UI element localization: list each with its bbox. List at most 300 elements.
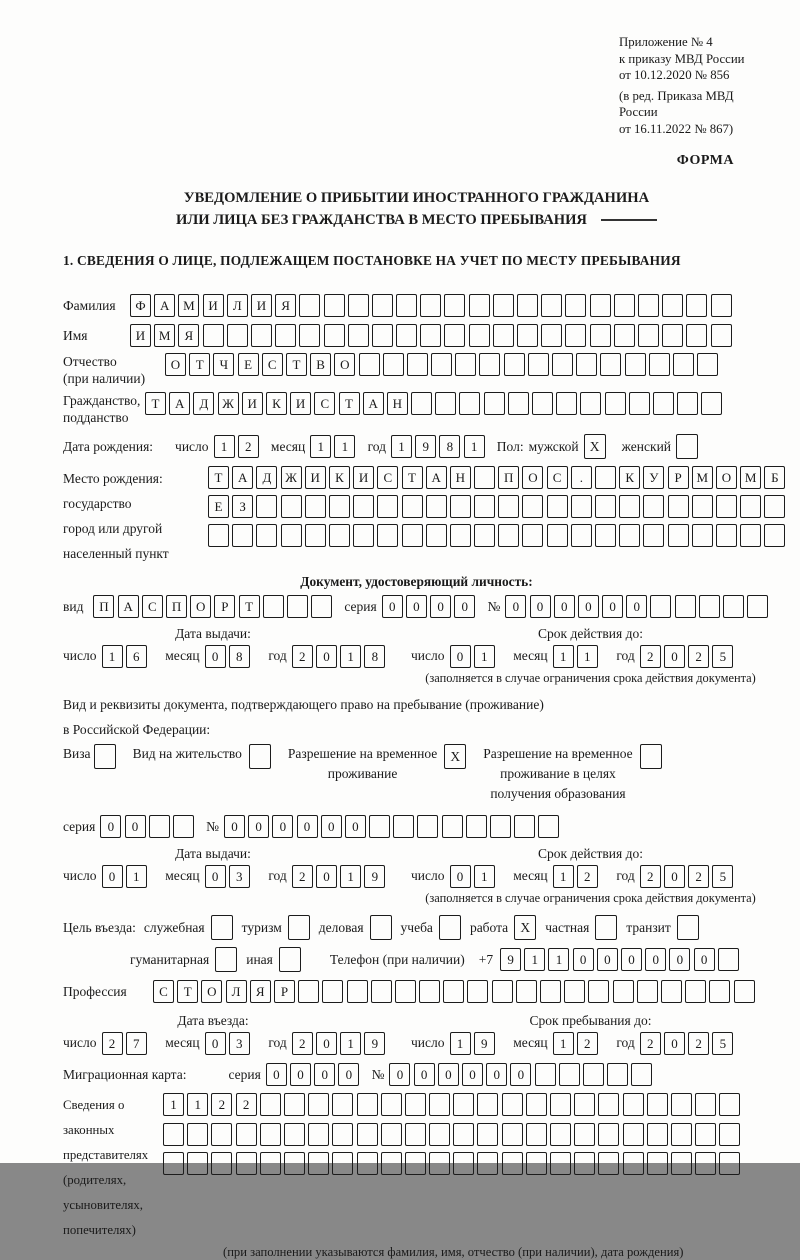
char-cell xyxy=(420,294,441,317)
char-cell: 2 xyxy=(577,1032,598,1055)
char-cell xyxy=(686,294,707,317)
char-cell: 2 xyxy=(640,645,661,668)
char-cell: Б xyxy=(764,466,785,489)
char-cell: 0 xyxy=(205,1032,226,1055)
char-cell xyxy=(649,353,670,376)
year-label: год xyxy=(268,867,287,883)
char-cell: Д xyxy=(193,392,214,415)
permit-checkbox xyxy=(94,744,116,769)
char-cell xyxy=(260,1123,281,1146)
char-cell: 1 xyxy=(553,1032,574,1055)
char-cell xyxy=(686,324,707,347)
char-cell: 8 xyxy=(439,435,460,458)
char-cell: 0 xyxy=(530,595,551,618)
char-cell: 8 xyxy=(229,645,250,668)
char-cell: 0 xyxy=(454,595,475,618)
permit-checkbox xyxy=(640,744,662,769)
char-cell xyxy=(308,1123,329,1146)
resid-doc-dates xyxy=(63,845,770,906)
char-cell xyxy=(574,1093,595,1116)
char-cell xyxy=(643,524,664,547)
char-cell xyxy=(647,1123,668,1146)
day-label: число xyxy=(175,438,209,454)
purpose-label: Цель въезда: xyxy=(63,919,136,935)
option-label: транзит xyxy=(626,919,671,935)
birthplace-row xyxy=(63,466,779,566)
char-cell xyxy=(498,495,519,518)
char-cell xyxy=(590,294,611,317)
char-cell xyxy=(455,353,476,376)
char-cell xyxy=(324,324,345,347)
option-гуманитарная xyxy=(130,947,237,972)
char-cell xyxy=(211,1152,232,1175)
char-cell xyxy=(685,980,706,1003)
char-cell xyxy=(637,980,658,1003)
char-cell: И xyxy=(305,466,326,489)
char-cell xyxy=(490,815,511,838)
purpose-options-row1 xyxy=(144,915,708,940)
char-cell xyxy=(625,353,646,376)
char-cell xyxy=(514,815,535,838)
char-cell xyxy=(522,495,543,518)
char-cell xyxy=(673,353,694,376)
char-cell xyxy=(650,595,671,618)
char-cell: 3 xyxy=(229,865,250,888)
day-label: число xyxy=(411,867,445,883)
char-cell: Т xyxy=(339,392,360,415)
char-cell xyxy=(369,815,390,838)
char-cell: 2 xyxy=(238,435,259,458)
char-cell xyxy=(469,294,490,317)
char-cell xyxy=(450,524,471,547)
month-label: месяц xyxy=(513,867,548,883)
char-cell xyxy=(734,980,755,1003)
char-cell xyxy=(477,1123,498,1146)
char-cell: 0 xyxy=(248,815,269,838)
char-cell: Т xyxy=(239,595,260,618)
char-cell: И xyxy=(130,324,151,347)
patronymic-row xyxy=(63,353,770,387)
char-cell xyxy=(149,815,170,838)
char-cell xyxy=(426,495,447,518)
resid-issue-day-cells xyxy=(102,868,150,883)
sex-label: Пол: xyxy=(496,438,524,454)
char-cell: 1 xyxy=(102,645,123,668)
char-cell xyxy=(405,1152,426,1175)
char-cell: . xyxy=(571,466,592,489)
name-cells xyxy=(130,324,735,347)
valid-note: (заполняется в случае ограничения срока действия документа) xyxy=(425,891,756,905)
char-cell xyxy=(493,324,514,347)
char-cell: 1 xyxy=(577,645,598,668)
id-valid-year-cells xyxy=(640,648,737,663)
char-cell xyxy=(614,324,635,347)
char-cell xyxy=(547,524,568,547)
issue-date-heading: Дата выдачи: xyxy=(175,846,251,861)
resid-doc-line2: в Российской Федерации: xyxy=(63,722,211,737)
citizenship-cells xyxy=(145,392,726,415)
char-cell xyxy=(764,524,785,547)
char-cell xyxy=(538,815,559,838)
char-cell: П xyxy=(93,595,114,618)
char-cell xyxy=(453,1093,474,1116)
char-cell: С xyxy=(153,980,174,1003)
option-учеба xyxy=(401,915,461,940)
char-cell xyxy=(357,1123,378,1146)
char-cell: 1 xyxy=(553,865,574,888)
char-cell: 1 xyxy=(187,1093,208,1116)
profession-cells xyxy=(153,980,758,1003)
char-cell: 2 xyxy=(211,1093,232,1116)
char-cell xyxy=(764,495,785,518)
option-checkbox xyxy=(370,915,392,940)
char-cell xyxy=(372,294,393,317)
char-cell: 0 xyxy=(316,1032,337,1055)
label-line: (родителях, xyxy=(63,1173,127,1187)
char-cell xyxy=(701,392,722,415)
char-cell xyxy=(613,980,634,1003)
char-cell xyxy=(227,324,248,347)
citizenship-row xyxy=(63,392,770,426)
char-cell: 1 xyxy=(524,948,545,971)
char-cell: И xyxy=(242,392,263,415)
char-cell xyxy=(528,353,549,376)
option-checkbox xyxy=(439,915,461,940)
char-cell xyxy=(668,524,689,547)
stay-until-block xyxy=(411,1012,770,1055)
char-cell xyxy=(281,524,302,547)
edition-line: от 16.11.2022 № 867) xyxy=(619,121,734,136)
series-label: серия xyxy=(344,598,377,614)
char-cell: 0 xyxy=(406,595,427,618)
resid-valid-year-cells xyxy=(640,868,737,883)
profession-row xyxy=(63,979,770,1004)
char-cell: 9 xyxy=(364,1032,385,1055)
char-cell xyxy=(595,495,616,518)
char-cell xyxy=(203,324,224,347)
char-cell: 0 xyxy=(316,865,337,888)
char-cell xyxy=(607,1063,628,1086)
char-cell xyxy=(695,1152,716,1175)
permit-options xyxy=(63,744,770,804)
char-cell: М xyxy=(154,324,175,347)
char-cell xyxy=(719,1123,740,1146)
char-cell xyxy=(574,1123,595,1146)
char-cell xyxy=(619,495,640,518)
year-label: год xyxy=(616,647,635,663)
char-cell: 0 xyxy=(694,948,715,971)
char-cell: Я xyxy=(250,980,271,1003)
char-cell xyxy=(281,495,302,518)
birth-month-cells xyxy=(310,435,358,458)
char-cell: Д xyxy=(256,466,277,489)
char-cell: М xyxy=(740,466,761,489)
char-cell xyxy=(308,1152,329,1175)
kind-label: вид xyxy=(63,598,84,614)
char-cell: Е xyxy=(238,353,259,376)
option-туризм xyxy=(242,915,310,940)
char-cell xyxy=(653,392,674,415)
char-cell: А xyxy=(118,595,139,618)
char-cell xyxy=(692,495,713,518)
id-issue-month-cells xyxy=(205,648,253,663)
char-cell xyxy=(595,524,616,547)
char-cell xyxy=(522,524,543,547)
char-cell xyxy=(411,392,432,415)
option-деловая xyxy=(319,915,392,940)
permit-label: Разрешение на временное проживание в целях получения образования xyxy=(483,746,633,801)
char-cell: 0 xyxy=(621,948,642,971)
patronymic-note: (при наличии) xyxy=(63,371,146,386)
char-cell xyxy=(719,1152,740,1175)
char-cell: 0 xyxy=(645,948,666,971)
char-cell: 0 xyxy=(414,1063,435,1086)
char-cell: С xyxy=(314,392,335,415)
char-cell: 0 xyxy=(266,1063,287,1086)
char-cell xyxy=(552,353,573,376)
resid-doc-line1: Вид и реквизиты документа, подтверждающего право на пребывание (проживание) xyxy=(63,697,544,712)
char-cell xyxy=(526,1152,547,1175)
char-cell xyxy=(516,980,537,1003)
resid-valid-day-cells xyxy=(450,868,498,883)
char-cell xyxy=(405,1123,426,1146)
id-doc-heading: Документ, удостоверяющий личность: xyxy=(300,574,533,589)
birthplace-cells-row3 xyxy=(208,524,789,547)
char-cell: Т xyxy=(189,353,210,376)
char-cell xyxy=(429,1123,450,1146)
char-cell xyxy=(692,524,713,547)
male-checkbox: X xyxy=(584,434,606,459)
patronymic-label xyxy=(63,353,165,387)
char-cell xyxy=(580,392,601,415)
char-cell xyxy=(699,595,720,618)
title-underline xyxy=(601,219,657,221)
option-checkbox xyxy=(279,947,301,972)
entry-month-cells xyxy=(205,1035,253,1050)
stay-month-cells xyxy=(553,1035,601,1050)
char-cell: Ж xyxy=(218,392,239,415)
birthplace-label xyxy=(63,466,208,566)
char-cell: 0 xyxy=(450,865,471,888)
migration-number-cells xyxy=(389,1063,655,1086)
char-cell: 0 xyxy=(224,815,245,838)
char-cell xyxy=(402,524,423,547)
phone-prefix: +7 xyxy=(478,951,494,967)
month-label: месяц xyxy=(165,867,200,883)
char-cell: 1 xyxy=(214,435,235,458)
char-cell: 6 xyxy=(126,645,147,668)
char-cell: Я xyxy=(178,324,199,347)
form-title xyxy=(63,187,770,231)
char-cell: М xyxy=(178,294,199,317)
char-cell xyxy=(395,980,416,1003)
char-cell xyxy=(550,1152,571,1175)
char-cell: 1 xyxy=(391,435,412,458)
char-cell xyxy=(631,1063,652,1086)
char-cell xyxy=(619,524,640,547)
char-cell xyxy=(284,1093,305,1116)
profession-label: Профессия xyxy=(63,984,127,999)
permit-checkbox: X xyxy=(444,744,466,769)
char-cell xyxy=(623,1093,644,1116)
series-label: серия xyxy=(63,818,96,834)
migration-card-label: Миграционная карта: xyxy=(63,1066,187,1082)
char-cell: С xyxy=(547,466,568,489)
purpose-options-row2 xyxy=(130,947,310,972)
char-cell: 1 xyxy=(474,865,495,888)
char-cell xyxy=(517,324,538,347)
char-cell xyxy=(393,815,414,838)
appendix-line: от 10.12.2020 № 856 xyxy=(619,68,730,82)
stay-day-cells xyxy=(450,1035,498,1050)
char-cell xyxy=(540,980,561,1003)
char-cell xyxy=(716,524,737,547)
option-label: туризм xyxy=(241,919,282,935)
char-cell: К xyxy=(619,466,640,489)
option-checkbox xyxy=(288,915,310,940)
char-cell: Н xyxy=(387,392,408,415)
char-cell xyxy=(305,495,326,518)
char-cell: 1 xyxy=(450,1032,471,1055)
char-cell xyxy=(236,1123,257,1146)
char-cell xyxy=(716,495,737,518)
char-cell: 1 xyxy=(340,645,361,668)
number-label: № xyxy=(206,818,219,834)
resid-doc-valid-block xyxy=(411,845,770,906)
char-cell: 0 xyxy=(338,1063,359,1086)
purpose-row2 xyxy=(130,947,770,972)
char-cell: 0 xyxy=(100,815,121,838)
char-cell xyxy=(371,980,392,1003)
birthplace-cells-row1 xyxy=(208,466,789,489)
form-label: ФОРМА xyxy=(676,153,734,168)
char-cell: У xyxy=(643,466,664,489)
char-cell: 9 xyxy=(415,435,436,458)
option-checkbox xyxy=(211,915,233,940)
char-cell: 1 xyxy=(474,645,495,668)
char-cell xyxy=(419,980,440,1003)
year-label: год xyxy=(616,1034,635,1050)
char-cell xyxy=(256,495,277,518)
char-cell xyxy=(477,1093,498,1116)
char-cell xyxy=(208,524,229,547)
option-label: работа xyxy=(469,919,509,935)
char-cell: Л xyxy=(226,980,247,1003)
char-cell: 0 xyxy=(272,815,293,838)
char-cell xyxy=(308,1093,329,1116)
char-cell xyxy=(372,324,393,347)
legal-reps-cells-row1 xyxy=(163,1093,744,1116)
char-cell xyxy=(492,980,513,1003)
char-cell: 0 xyxy=(510,1063,531,1086)
char-cell xyxy=(284,1152,305,1175)
permit-label: Вид на жительство xyxy=(132,746,242,761)
char-cell xyxy=(623,1152,644,1175)
char-cell xyxy=(574,1152,595,1175)
char-cell: 0 xyxy=(626,595,647,618)
id-issue-day-cells xyxy=(102,648,150,663)
char-cell xyxy=(695,1093,716,1116)
char-cell xyxy=(638,324,659,347)
purpose-row1 xyxy=(63,915,770,940)
char-cell: 0 xyxy=(316,645,337,668)
char-cell xyxy=(671,1123,692,1146)
surname-cells xyxy=(130,294,735,317)
appendix-header xyxy=(619,34,770,137)
patronymic-cells xyxy=(165,353,721,376)
birthplace-cells-row2 xyxy=(208,495,789,518)
option-иная xyxy=(246,947,301,972)
char-cell xyxy=(442,815,463,838)
birth-year-cells xyxy=(391,435,488,458)
permit-option xyxy=(483,744,661,804)
char-cell xyxy=(348,324,369,347)
char-cell xyxy=(474,466,495,489)
char-cell xyxy=(502,1123,523,1146)
birthplace-label-line: город или другой xyxy=(63,521,163,536)
char-cell: 2 xyxy=(577,865,598,888)
day-label: число xyxy=(63,867,97,883)
char-cell xyxy=(598,1152,619,1175)
char-cell: Н xyxy=(450,466,471,489)
id-issue-year-cells xyxy=(292,648,389,663)
char-cell xyxy=(550,1093,571,1116)
char-cell xyxy=(740,495,761,518)
birth-day-cells xyxy=(214,435,262,458)
patronymic-label-line: Отчество xyxy=(63,354,117,369)
char-cell xyxy=(508,392,529,415)
char-cell xyxy=(541,294,562,317)
resid-doc-issue-block xyxy=(63,845,411,906)
option-checkbox xyxy=(677,915,699,940)
char-cell xyxy=(671,1152,692,1175)
char-cell xyxy=(598,1123,619,1146)
char-cell xyxy=(232,524,253,547)
char-cell xyxy=(504,353,525,376)
char-cell xyxy=(526,1123,547,1146)
char-cell xyxy=(740,524,761,547)
id-doc-number-cells xyxy=(505,595,771,618)
resid-series-cells xyxy=(100,815,197,838)
valid-until-heading: Срок действия до: xyxy=(538,626,643,641)
char-cell: И xyxy=(203,294,224,317)
char-cell: 0 xyxy=(321,815,342,838)
char-cell xyxy=(747,595,768,618)
legal-reps-cells-row2 xyxy=(163,1123,744,1146)
permit-option xyxy=(288,744,466,784)
label-line: Сведения о xyxy=(63,1098,125,1112)
id-doc-issue-block xyxy=(63,625,411,686)
char-cell: 0 xyxy=(345,815,366,838)
char-cell xyxy=(420,324,441,347)
char-cell: 2 xyxy=(688,1032,709,1055)
char-cell: Ж xyxy=(281,466,302,489)
char-cell: Ч xyxy=(213,353,234,376)
char-cell: Р xyxy=(214,595,235,618)
resid-number-cells xyxy=(224,815,563,838)
char-cell xyxy=(638,294,659,317)
phone-cells xyxy=(500,948,742,971)
char-cell: 2 xyxy=(292,645,313,668)
char-cell xyxy=(453,1152,474,1175)
char-cell xyxy=(435,392,456,415)
char-cell xyxy=(298,980,319,1003)
char-cell: Т xyxy=(286,353,307,376)
migration-card-row xyxy=(63,1062,770,1087)
char-cell xyxy=(405,1093,426,1116)
appendix-line: к приказу МВД России xyxy=(619,51,745,66)
char-cell: 7 xyxy=(126,1032,147,1055)
